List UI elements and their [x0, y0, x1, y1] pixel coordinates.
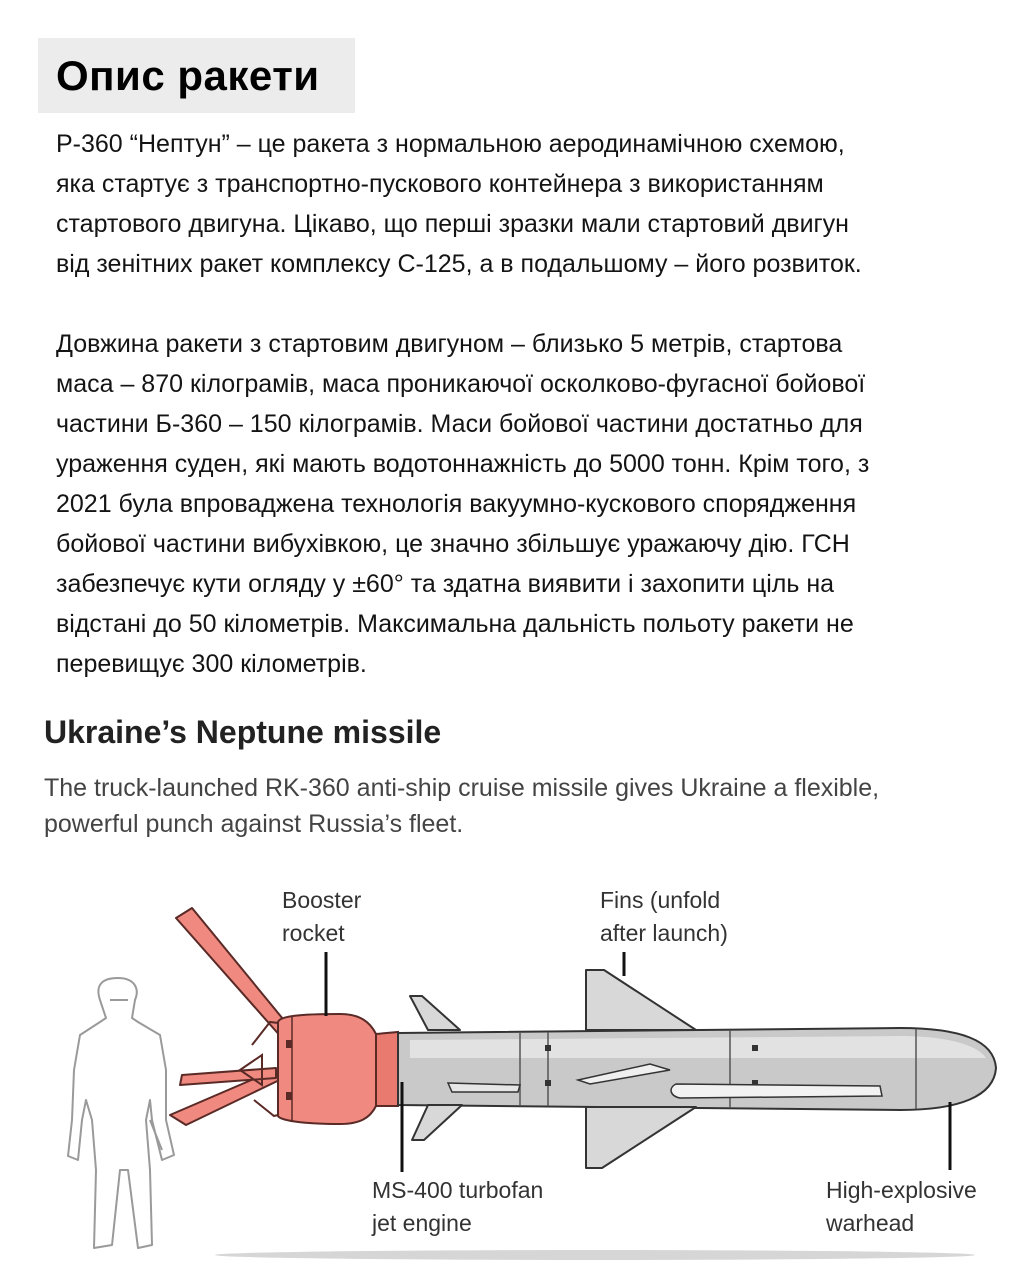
callout-line: Fins (unfold	[600, 887, 721, 913]
engine-intake	[448, 1083, 520, 1092]
ground-shadow	[215, 1250, 975, 1260]
text-line: відстані до 50 кілометрів. Максимальна дальність польоту ракети не	[56, 610, 854, 638]
graphic-title: Ukraine’s Neptune missile	[44, 714, 442, 750]
title-box	[38, 38, 355, 113]
booster-fins	[170, 908, 292, 1125]
text-line: ураження суден, які мають водотоннажність до 5000 тонн. Крім того, з	[56, 450, 870, 478]
text-line: 2021 була впроваджена технологія вакуумно-кускового спорядження	[56, 490, 857, 518]
text-line: стартового двигуна. Цікаво, що перші зразки мали стартовий двигун	[56, 210, 849, 238]
paragraph-description	[56, 124, 1006, 284]
subtitle-line: The truck-launched RK-360 anti-ship cruise missile gives Ukraine a flexible,	[44, 774, 880, 802]
body-mark	[545, 1080, 551, 1086]
lower-fin-large	[586, 1107, 696, 1168]
callout-booster-rocket	[282, 884, 361, 950]
side-strake	[671, 1084, 882, 1098]
soldier-silhouette-icon	[68, 978, 174, 1248]
text-line: від зенітних ракет комплексу С-125, а в подальшому – його розвиток.	[56, 250, 862, 278]
text-line: яка стартує з транспортно-пускового контейнера з використанням	[56, 170, 824, 198]
paragraph-specs	[56, 324, 1006, 684]
missile-infographic	[0, 700, 1024, 1280]
upper-fin-small	[410, 996, 460, 1030]
callout-line: High-explosive	[826, 1177, 977, 1203]
text-line: забезпечує кути огляду у ±60° та здатна виявити і захопити ціль на	[56, 570, 835, 598]
text-line: Довжина ракети з стартовим двигуном – близько 5 метрів, стартова	[56, 330, 843, 358]
callout-line: jet engine	[372, 1210, 472, 1236]
text-line: Р-360 “Нептун” – це ракета з нормальною аеродинамічною схемою,	[56, 130, 845, 158]
subtitle-line: powerful punch against Russia’s fleet.	[44, 810, 464, 838]
body-highlight	[410, 1036, 986, 1058]
lower-fin-small	[412, 1105, 462, 1140]
callout-line: rocket	[282, 920, 345, 946]
text-line: частини Б-360 – 150 кілограмів. Маси бойової частини достатньо для	[56, 410, 863, 438]
callout-line: MS-400 turbofan	[372, 1177, 544, 1203]
callout-warhead	[826, 1174, 977, 1240]
page-title: Опис ракети	[56, 52, 320, 99]
text-line: перевищує 300 кілометрів.	[56, 650, 367, 678]
callout-jet-engine	[372, 1174, 543, 1240]
body-mark	[545, 1045, 551, 1051]
booster-mark	[286, 1040, 292, 1048]
callout-line: after launch)	[600, 920, 728, 946]
upper-fin-large	[586, 970, 696, 1030]
text-line: маса – 870 кілограмів, маса проникаючої осколково-фугасної бойової	[56, 370, 866, 398]
callout-line: Booster	[282, 887, 362, 913]
callout-fins	[600, 884, 728, 950]
body-mark	[752, 1045, 758, 1051]
booster-adapter	[376, 1032, 398, 1106]
booster-mark	[286, 1092, 292, 1100]
callout-line: warhead	[826, 1210, 915, 1236]
text-line: бойової частини вибухівкою, це значно збільшує уражаючу дію. ГСН	[56, 530, 850, 558]
